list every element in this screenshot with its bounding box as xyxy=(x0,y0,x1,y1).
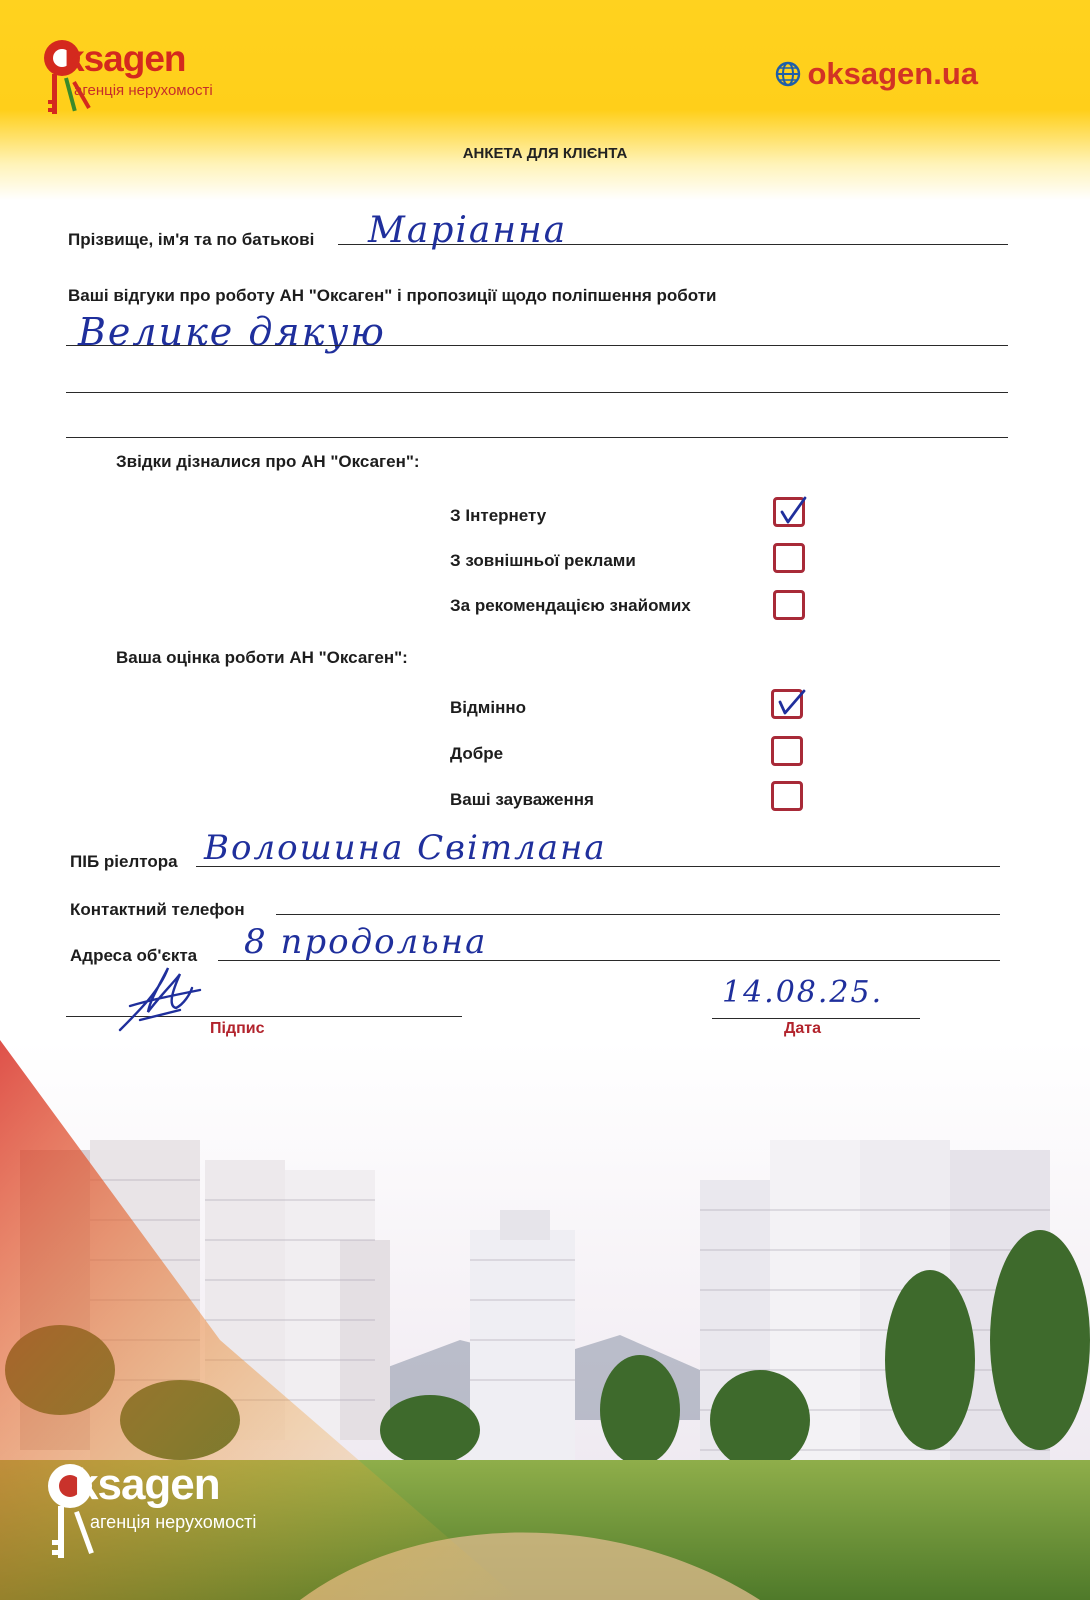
name-field[interactable]: Маріанна xyxy=(368,210,568,251)
feedback-line-3 xyxy=(66,437,1008,438)
rating-option-label: Ваші зауваження xyxy=(450,790,594,809)
form-title: АНКЕТА ДЛЯ КЛІЄНТА xyxy=(462,145,628,162)
source-question: Звідки дізналися про АН "Оксаген": xyxy=(116,452,420,471)
source-referral-checkbox[interactable] xyxy=(773,590,805,620)
feedback-line-1 xyxy=(66,345,1008,346)
date-label: Дата xyxy=(784,1020,822,1037)
date-field[interactable]: 14.08.25. xyxy=(722,975,884,1010)
rating-question: Ваша оцінка роботи АН "Оксаген": xyxy=(116,648,408,667)
website-link[interactable] xyxy=(775,56,978,92)
rating-excellent-checkbox[interactable] xyxy=(771,689,803,719)
footer-logo xyxy=(40,1460,340,1580)
realtor-field[interactable]: Волошина Світлана xyxy=(204,828,607,868)
check-icon xyxy=(778,496,808,526)
rating-option-label: Відмінно xyxy=(450,698,527,717)
footer-logo-subtitle: агенція нерухомості xyxy=(90,1512,257,1532)
feedback-label: Ваші відгуки про роботу АН "Оксаген" і пропозиції щодо поліпшення роботи xyxy=(68,286,717,305)
source-option-label: За рекомендацією знайомих xyxy=(450,596,691,615)
website-text: oksagen.ua xyxy=(807,56,978,91)
rating-good-checkbox[interactable] xyxy=(771,736,803,766)
check-icon xyxy=(776,688,806,718)
phone-line xyxy=(276,914,1000,915)
date-line xyxy=(712,1018,920,1019)
source-internet-checkbox[interactable] xyxy=(773,497,805,527)
footer-logo-word: ksagen xyxy=(74,1460,220,1509)
realtor-label: ПІБ ріелтора xyxy=(70,852,178,871)
signature-image[interactable] xyxy=(110,960,210,1040)
source-ads-checkbox[interactable] xyxy=(773,543,805,573)
address-label: Адреса об'єкта xyxy=(70,946,198,965)
rating-remarks-checkbox[interactable] xyxy=(771,781,803,811)
address-field[interactable]: 8 продольна xyxy=(244,922,488,962)
feedback-field[interactable]: Велике дякую xyxy=(78,310,386,354)
source-option-label: З зовнішньої реклами xyxy=(450,551,636,570)
signature-label: Підпис xyxy=(210,1020,265,1037)
feedback-line-2 xyxy=(66,392,1008,393)
logo xyxy=(38,38,298,138)
phone-label: Контактний телефон xyxy=(70,900,245,919)
globe-icon xyxy=(775,61,801,87)
source-option-label: З Інтернету xyxy=(450,506,547,525)
logo-subtitle: агенція нерухомості xyxy=(74,82,213,99)
name-label: Прізвище, ім'я та по батькові xyxy=(68,230,315,249)
logo-word: ksagen xyxy=(64,38,186,79)
rating-option-label: Добре xyxy=(450,744,504,763)
